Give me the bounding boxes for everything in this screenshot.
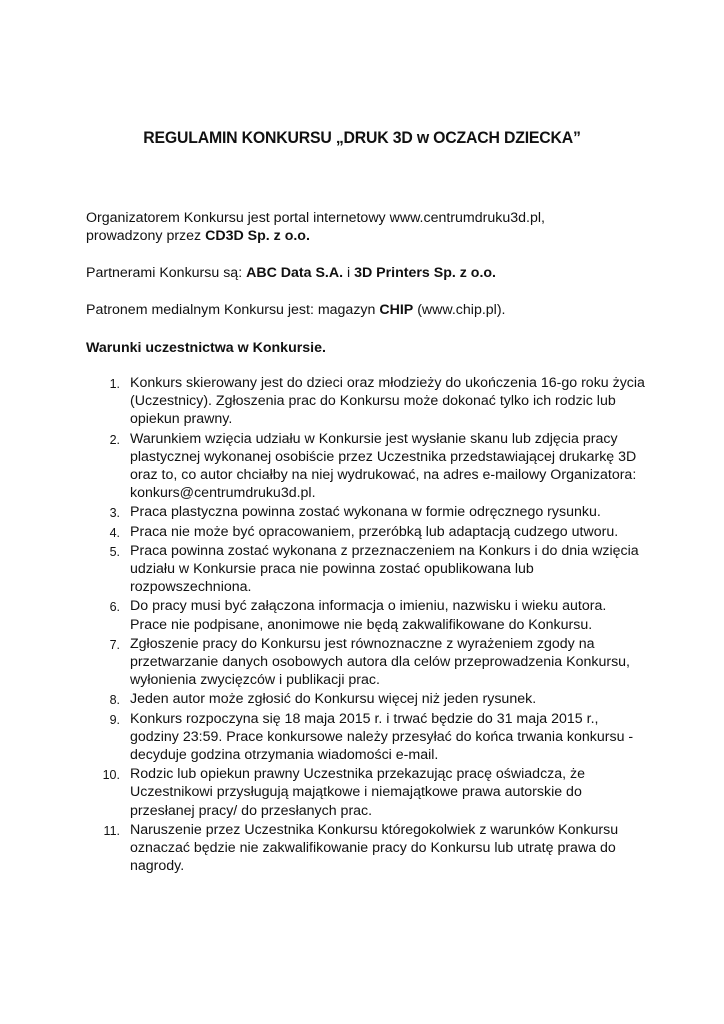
patron-paragraph (86, 301, 646, 319)
list-item-text: Praca powinna zostać wykonana z przeznaczeniem na Konkurs i do dnia wzięcia udziału w Konkursie praca nie powinna zostać opublikowana lub rozpowszechniona. (130, 542, 639, 596)
organizer-text: Organizatorem Konkursu jest portal internetowy www.centrumdruku3d.pl, (86, 210, 545, 226)
organizer-text-2: prowadzony przez (86, 228, 206, 244)
list-item (86, 765, 646, 820)
list-item-text: Konkurs skierowany jest do dzieci oraz młodzieży do ukończenia 16-go roku życia (Uczestnicy). Zgłoszenia prac do Konkursu może dokonać tylko ich rodzic lub opiekun prawny. (130, 375, 645, 428)
list-item-number: 4. (109, 525, 120, 540)
list-item (86, 710, 646, 765)
list-item-number: 5. (109, 544, 120, 559)
list-item-number: 6. (109, 600, 120, 615)
list-item-text: Konkurs rozpoczyna się 18 maja 2015 r. i trwać będzie do 31 maja 2015 r., godziny 23:59. Prace konkursowe należy przesyłać do końca trwania konkursu - decyduje godzina otrzymania wiadomości e-mail. (130, 710, 634, 764)
list-item-number: 8. (109, 693, 120, 708)
list-item (86, 542, 646, 597)
partner-1: ABC Data S.A. (246, 265, 344, 281)
list-item-number: 9. (109, 712, 120, 727)
partner-2: 3D Printers Sp. z o.o. (354, 265, 496, 281)
patron-text: Patronem medialnym Konkursu jest: magazyn (86, 302, 380, 318)
list-item-number: 2. (109, 432, 120, 447)
partners-text: Partnerami Konkursu są: (86, 265, 247, 281)
list-item-text: Praca nie może być opracowaniem, przeróbką lub adaptacją cudzego utworu. (130, 523, 619, 540)
list-item-text: Warunkiem wzięcia udziału w Konkursie jest wysłanie skanu lub zdjęcia pracy plastycznej wykonanej osobiście przez Uczestnika przedstawiającej drukarkę 3D oraz to, co autor chciałby na niej wydrukować, na adres e-mailowy Organizatora: konkurs@centrumdruku3d.pl. (130, 430, 637, 502)
partners-and: i (343, 265, 355, 281)
list-item (86, 821, 646, 876)
list-item-text: Praca plastyczna powinna zostać wykonana w formie odręcznego rysunku. (130, 504, 601, 521)
conditions-list (86, 374, 646, 876)
list-item (86, 635, 646, 690)
list-item (86, 374, 646, 429)
document-title: REGULAMIN KONKURSU „DRUK 3D w OCZACH DZIECKA” (143, 129, 581, 147)
patron-url: (www.chip.pl). (413, 302, 506, 318)
list-item (86, 503, 646, 521)
list-item (86, 430, 646, 503)
list-item-text: Naruszenie przez Uczestnika Konkursu któregokolwiek z warunków Konkursu oznaczać będzie nie zakwalifikowanie pracy do Konkursu lub utratę prawa do nagrody. (130, 821, 619, 875)
list-item-number: 1. (109, 377, 120, 391)
organizer-company: CD3D Sp. z o.o. (205, 228, 310, 244)
list-item-text: Jeden autor może zgłosić do Konkursu więcej niż jeden rysunek. (130, 691, 537, 708)
organizer-paragraph (86, 209, 646, 245)
conditions-heading: Warunki uczestnictwa w Konkursie. (86, 340, 326, 356)
list-item-number: 7. (109, 637, 120, 652)
list-item-text: Do pracy musi być załączona informacja o imieniu, nazwisku i wieku autora. Prace nie podpisane, anonimowe nie będą zakwalifikowane do Konkursu. (130, 598, 607, 633)
list-item-text: Rodzic lub opiekun prawny Uczestnika przekazując pracę oświadcza, że Uczestnikowi przysługują majątkowe i niemajątkowe prawa autorskie do przesłanej pracy/ do przesłanych prac. (130, 766, 586, 819)
list-item (86, 523, 646, 541)
list-item-text: Zgłoszenie pracy do Konkursu jest równoznaczne z wyrażeniem zgody na przetwarzanie danych osobowych autora dla celów przeprowadzenia Konkursu, wyłonienia zwycięzców i publikacji prac. (130, 635, 630, 689)
list-item-number: 11. (103, 823, 120, 838)
list-item-number: 3. (109, 506, 120, 521)
list-item (86, 597, 646, 633)
list-item-number: 10. (102, 768, 120, 783)
patron-name: CHIP (379, 302, 414, 318)
list-item (86, 690, 646, 708)
partners-paragraph (86, 264, 646, 282)
